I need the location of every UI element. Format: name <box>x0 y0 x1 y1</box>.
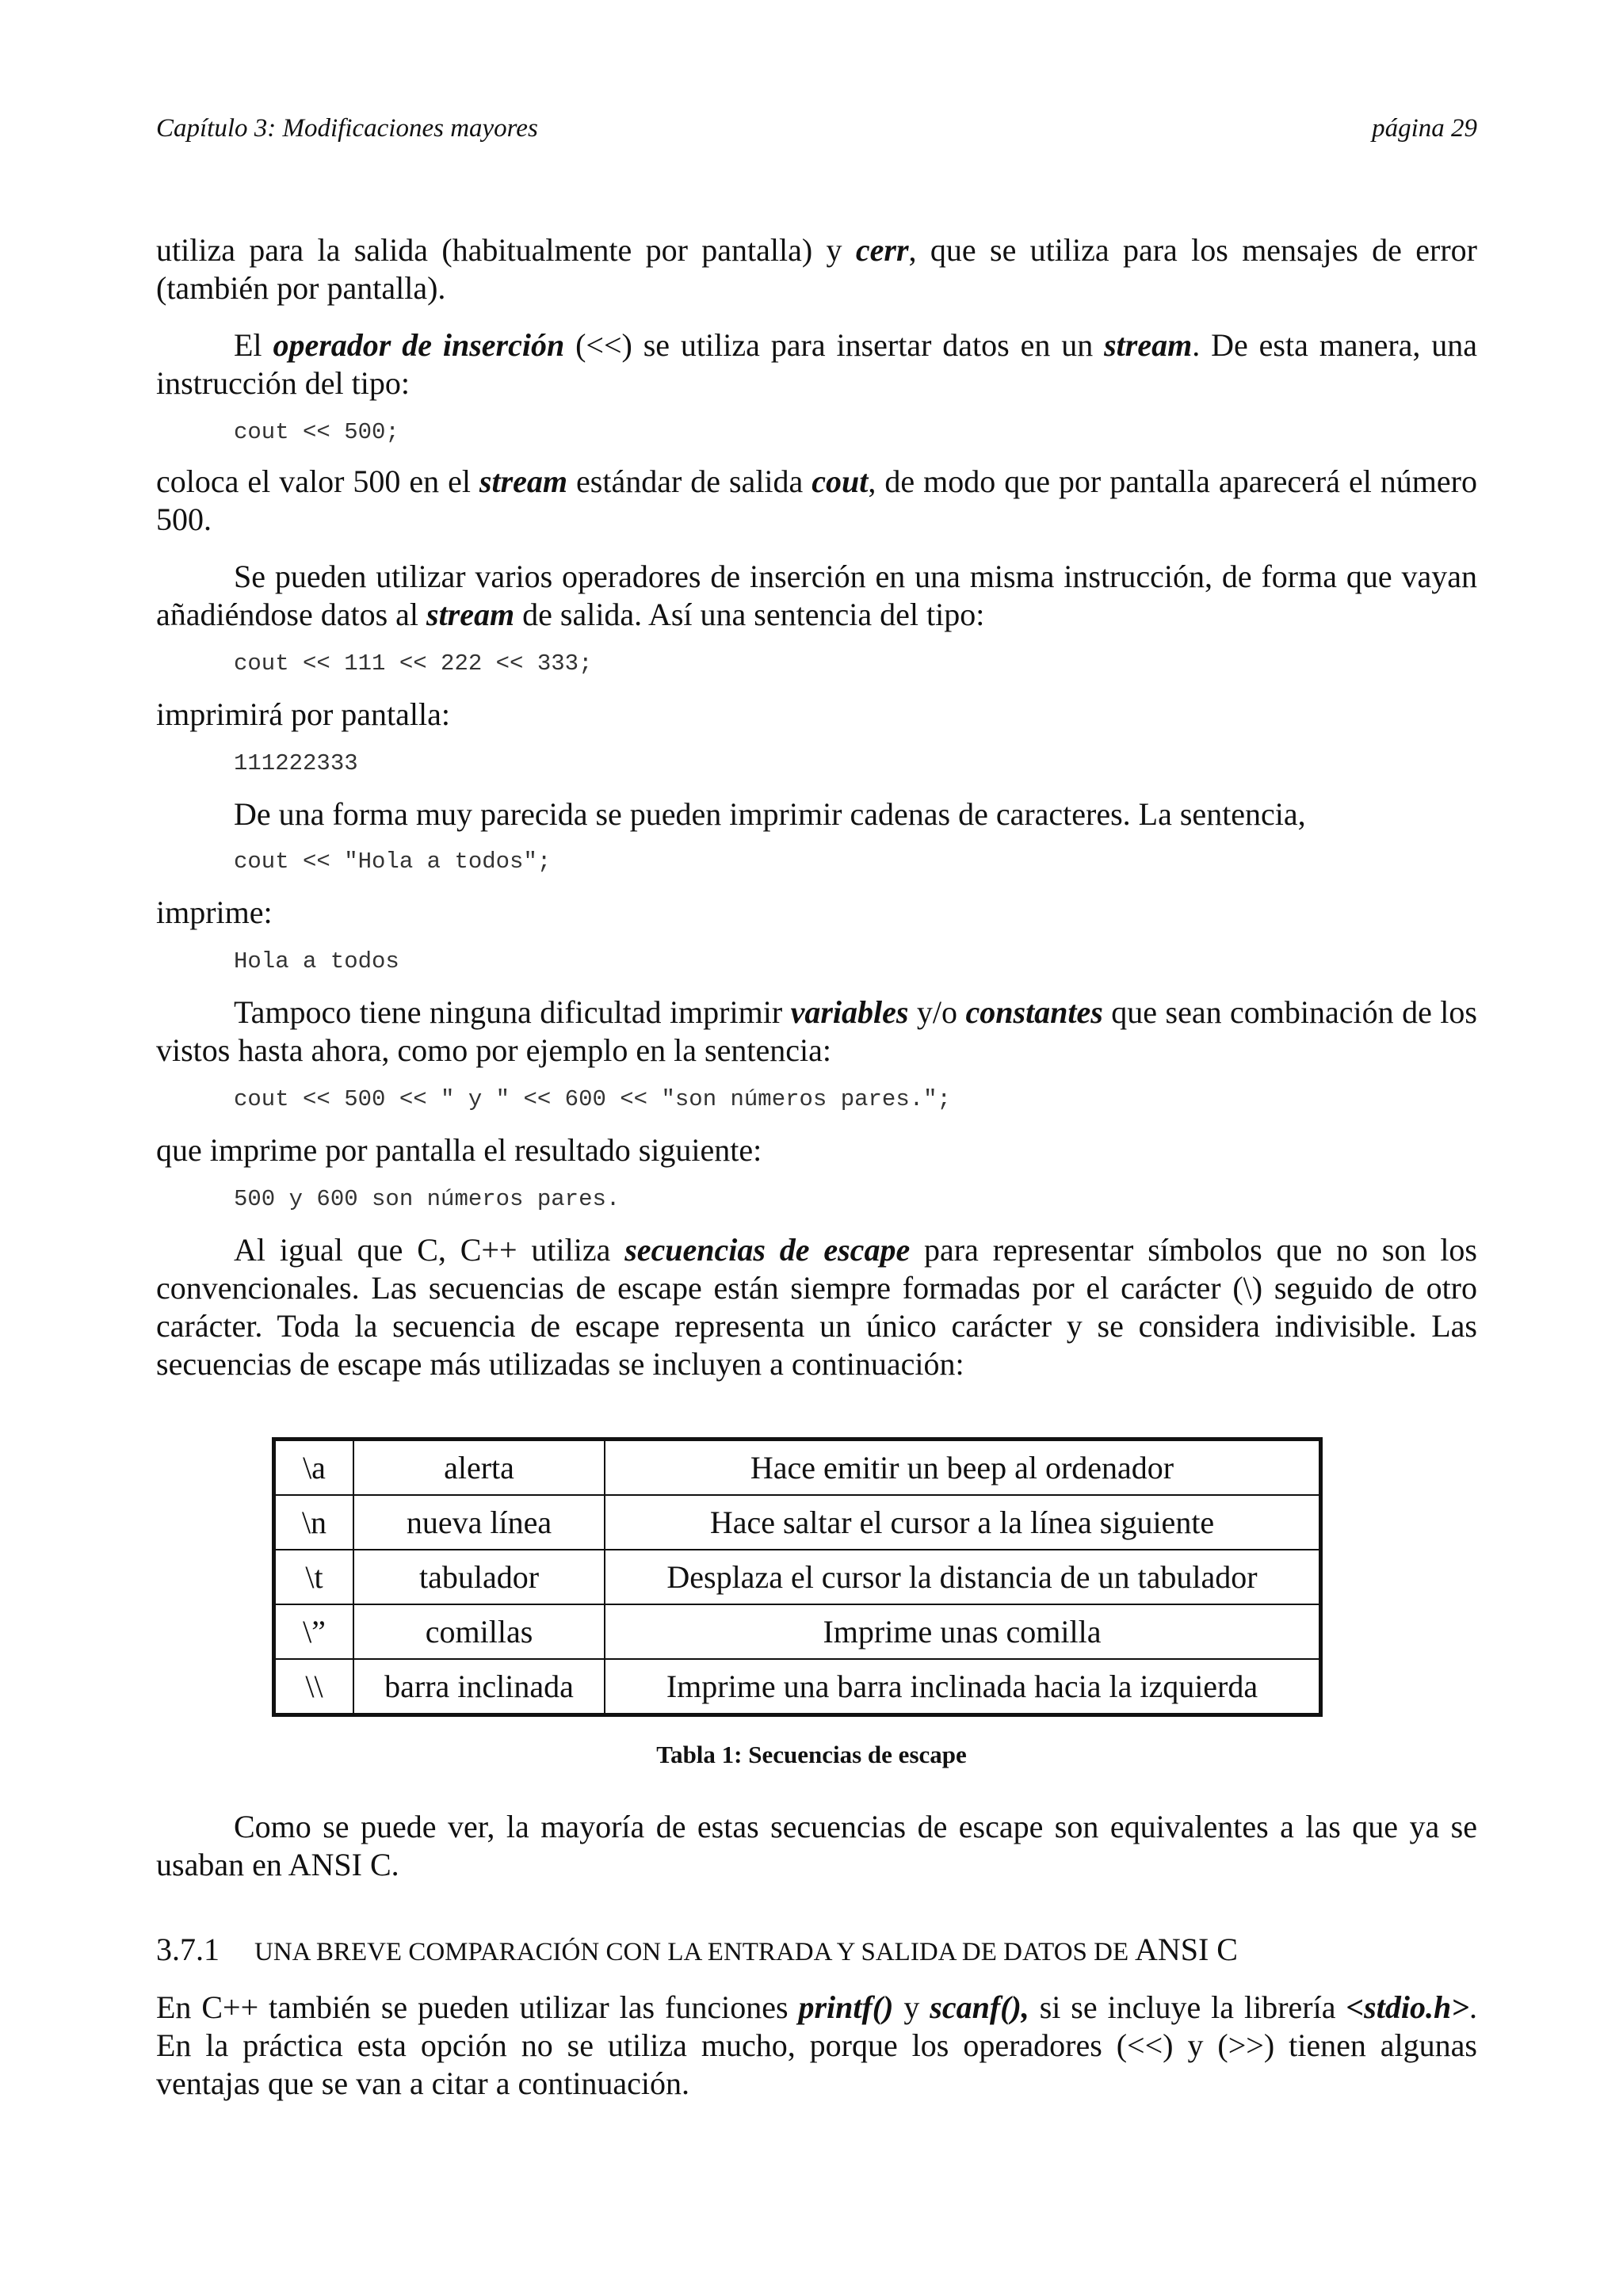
table-row <box>274 1495 1321 1550</box>
text: de salida. Así una sentencia del tipo: <box>514 597 985 632</box>
text: . De esta manera, una instrucción del tipo: <box>156 327 1478 401</box>
paragraph-10 <box>156 1231 1477 1383</box>
code-line-2: cout << 111 << 222 << 333; <box>234 650 593 677</box>
paragraph-4 <box>156 558 1477 634</box>
text: para representar símbolos que no son los convencionales. Las secuencias de escape están siempre formadas por el carácter (\) seguido de otro carácter. Toda la secuencia de escape representa un único carácter y se considera indivisible. Las secuencias de escape más utilizadas se incluyen a continuación: <box>156 1232 1478 1382</box>
paragraph-8 <box>156 994 1477 1070</box>
escape-sequences-table <box>272 1437 1323 1717</box>
paragraph-6 <box>156 795 1477 833</box>
text: (<<) se utiliza para insertar datos en un <box>564 327 1105 363</box>
emphasis: stream <box>1104 327 1193 363</box>
emphasis: cout <box>812 463 869 499</box>
text: coloca el valor 500 en el <box>156 463 479 499</box>
table-row <box>274 1604 1321 1659</box>
text: Se pueden utilizar varios operadores de inserción en una misma instrucción, de forma que vayan añadiéndose datos al <box>156 559 1477 632</box>
table-caption: Tabla 1: Secuencias de escape <box>656 1741 967 1768</box>
table-cell-sequence: \a <box>274 1440 354 1496</box>
text: . En la práctica esta opción no se utiliza mucho, porque los operadores (<<) y (>>) tienen algunas ventajas que se van a citar a continuación. <box>156 1989 1477 2101</box>
table-cell-description: Hace emitir un beep al ordenador <box>605 1440 1321 1496</box>
table-cell-description: Imprime una barra inclinada hacia la izquierda <box>605 1659 1321 1715</box>
text: , que se utiliza para los mensajes de error (también por pantalla). <box>156 232 1477 306</box>
text: De una forma muy parecida se pueden imprimir cadenas de caracteres. La sentencia, <box>234 796 1306 832</box>
table-row <box>274 1550 1321 1604</box>
section-title-end: ANSI C <box>1134 1932 1238 1967</box>
text: Como se puede ver, la mayoría de estas secuencias de escape son equivalentes a las que ya se usaban en ANSI C. <box>156 1809 1477 1882</box>
table-cell-name: comillas <box>353 1604 605 1659</box>
emphasis: constantes <box>965 994 1103 1030</box>
code-line-7: 500 y 600 son números pares. <box>234 1186 621 1212</box>
paragraph-5: imprimirá por pantalla: <box>156 696 450 732</box>
table-cell-name: barra inclinada <box>353 1659 605 1715</box>
table-cell-description: Hace saltar el cursor a la línea siguiente <box>605 1495 1321 1550</box>
table-cell-sequence: \n <box>274 1495 354 1550</box>
emphasis: cerr <box>855 232 909 268</box>
emphasis: <stdio.h> <box>1346 1989 1469 2025</box>
table-row <box>274 1440 1321 1496</box>
emphasis: printf() <box>798 1989 894 2025</box>
paragraph-3 <box>156 463 1477 539</box>
text: que sean combinación de los vistos hasta ahora, como por ejemplo en la sentencia: <box>156 994 1477 1068</box>
section-heading <box>156 1931 1238 1971</box>
paragraph-11 <box>156 1808 1477 1884</box>
code-line-5: Hola a todos <box>234 948 399 974</box>
table-cell-name: alerta <box>353 1440 605 1496</box>
paragraph-1 <box>156 231 1477 307</box>
code-line-1: cout << 500; <box>234 419 399 445</box>
running-header-page-number: página 29 <box>1372 114 1477 143</box>
code-line-6: cout << 500 << " y " << 600 << "son números pares."; <box>234 1086 951 1112</box>
section-title: UNA BREVE COMPARACIÓN CON LA ENTRADA Y SALIDA DE DATOS DE <box>254 1938 1129 1966</box>
text: y/o <box>908 994 966 1030</box>
text: En C++ también se pueden utilizar las funciones <box>156 1989 799 2025</box>
section-number: 3.7.1 <box>156 1932 220 1967</box>
paragraph-9: que imprime por pantalla el resultado siguiente: <box>156 1132 762 1168</box>
paragraph-12 <box>156 1989 1477 2103</box>
emphasis: secuencias de escape <box>624 1232 911 1268</box>
text: Al igual que C, C++ utiliza <box>234 1232 625 1268</box>
table-cell-description: Desplaza el cursor la distancia de un tabulador <box>605 1550 1321 1604</box>
text: utiliza para la salida (habitualmente por pantalla) y <box>156 232 856 268</box>
text: , de modo que por pantalla aparecerá el número 500. <box>156 463 1477 537</box>
text: y <box>893 1989 930 2025</box>
text: Tampoco tiene ninguna dificultad imprimir <box>234 994 791 1030</box>
table-cell-sequence: \” <box>274 1604 354 1659</box>
emphasis: stream <box>479 463 568 499</box>
table-cell-name: tabulador <box>353 1550 605 1604</box>
code-line-3: 111222333 <box>234 750 358 776</box>
emphasis: stream <box>426 597 515 632</box>
code-line-4: cout << "Hola a todos"; <box>234 849 552 875</box>
emphasis: scanf(), <box>930 1989 1029 2025</box>
table-cell-name: nueva línea <box>353 1495 605 1550</box>
paragraph-7: imprime: <box>156 894 273 930</box>
text: si se incluye la librería <box>1029 1989 1346 2025</box>
table-cell-description: Imprime unas comilla <box>605 1604 1321 1659</box>
text: El <box>234 327 273 363</box>
table-row <box>274 1659 1321 1715</box>
table-cell-sequence: \\ <box>274 1659 354 1715</box>
emphasis: variables <box>790 994 909 1030</box>
emphasis: operador de inserción <box>273 327 565 363</box>
running-header-chapter: Capítulo 3: Modificaciones mayores <box>156 114 538 143</box>
text: estándar de salida <box>567 463 812 499</box>
table-cell-sequence: \t <box>274 1550 354 1604</box>
paragraph-2 <box>156 326 1477 402</box>
